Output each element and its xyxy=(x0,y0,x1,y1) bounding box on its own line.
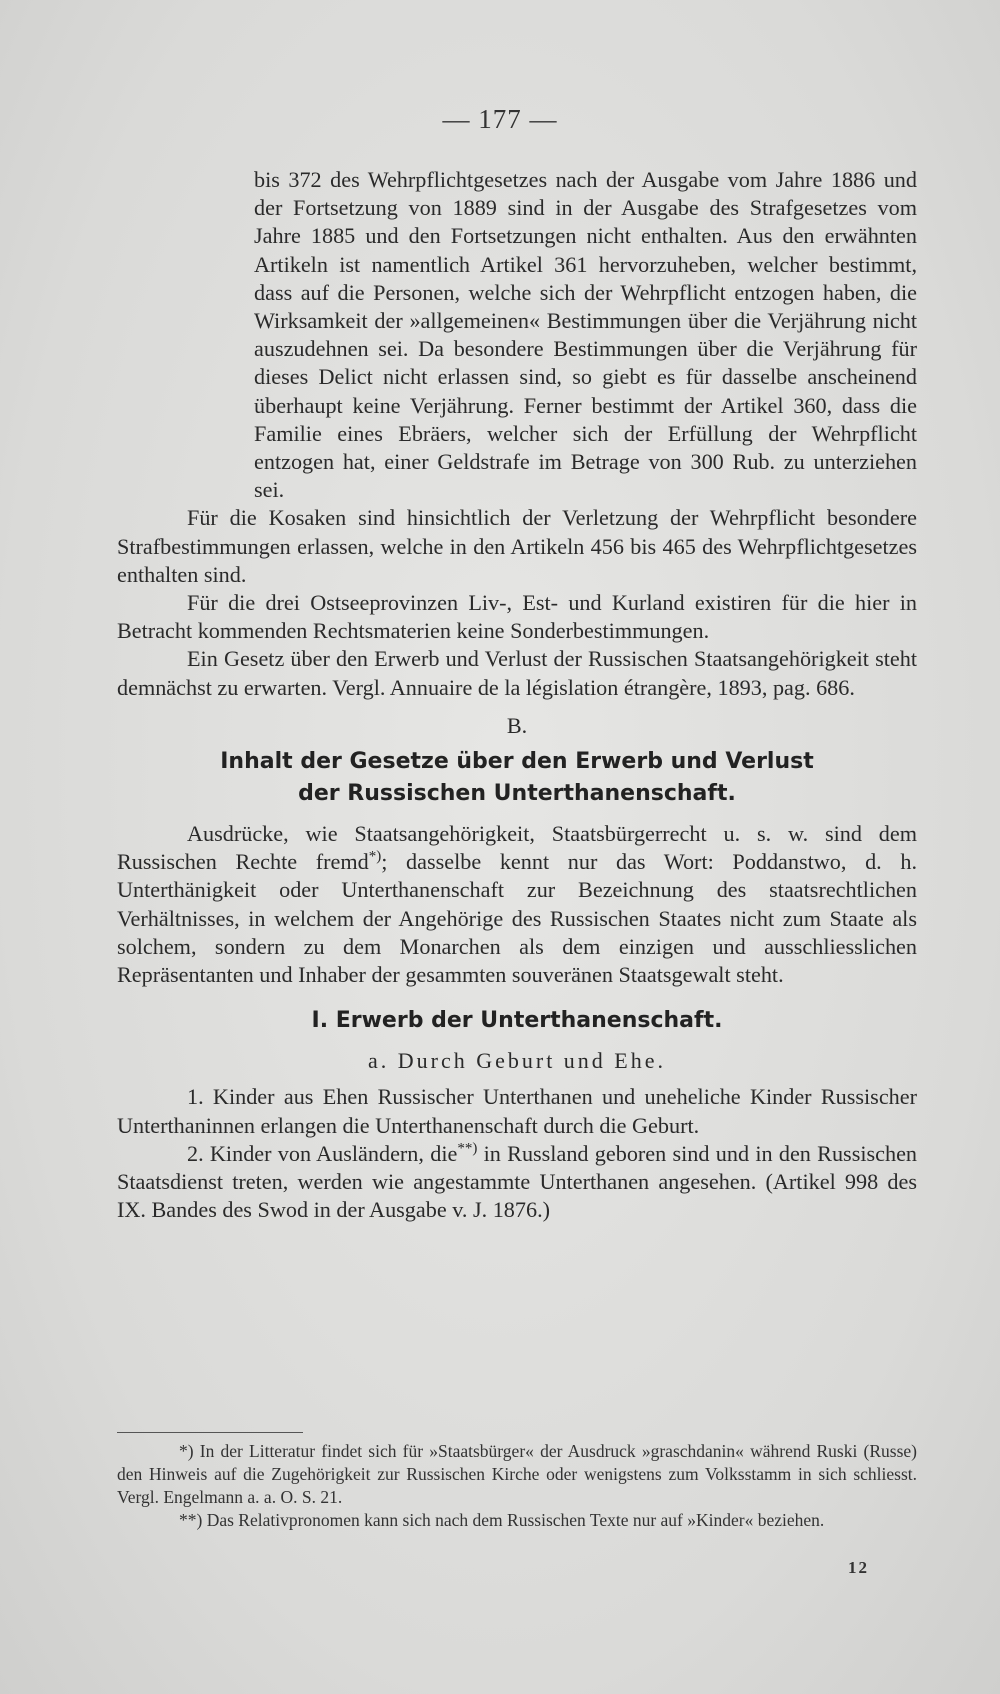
footnote-2: **) Das Relativpronomen kann sich nach dem Russischen Texte nur auf »Kinder« beziehen. xyxy=(179,1510,825,1530)
body-text xyxy=(117,166,917,1225)
section-i-heading: I. Erwerb der Unterthanenschaft. xyxy=(311,1008,723,1034)
continuation-block xyxy=(117,166,917,504)
footnote-marker-2: **) xyxy=(457,1140,478,1157)
signature-mark: 12 xyxy=(848,1558,869,1577)
paragraph-ostseeprovinzen: Für die drei Ostseeprovinzen Liv-, Est- und Kurland existiren für die hier in Betracht kommenden Rechtsmaterien keine Sonderbestimmungen. xyxy=(117,590,917,644)
paragraph-ausdruecke xyxy=(117,820,917,989)
section-i-subheading: a. Durch Geburt und Ehe. xyxy=(367,1048,667,1074)
list-item-2-part1: 2. Kinder von Ausländern, die xyxy=(187,1140,458,1166)
footnote-1: *) In der Litteratur findet sich für »Staatsbürger« der Ausdruck »graschdanin« während Ruski (Russe) den Hinweis auf die Zugehörigkeit zur Russischen Kirche oder wenigstens zum Volksstamm in sich schliesst. Vergl. Engelmann a. a. O. S. 21. xyxy=(117,1441,917,1507)
list-item-1: 1. Kinder aus Ehen Russischer Unterthanen und uneheliche Kinder Russischer Unterthaninnen erlangen die Unterthanenschaft durch die Geburt. xyxy=(117,1084,917,1138)
paragraph-kosaken: Für die Kosaken sind hinsichtlich der Verletzung der Wehrpflicht besondere Strafbestimmungen erlassen, welche in den Artikeln 456 bis 465 des Wehrpflichtgesetzes enthalten sind. xyxy=(117,505,917,587)
footnote-divider xyxy=(117,1432,303,1433)
page-number: — 177 — xyxy=(442,104,558,134)
list-item-2 xyxy=(117,1140,917,1225)
paragraph-gesetz: Ein Gesetz über den Erwerb und Verlust der Russischen Staatsangehörigkeit steht demnächst zu erwarten. Vergl. Annuaire de la législation étrangère, 1893, pag. 686. xyxy=(117,646,917,700)
paragraph-ausdruecke-part1: Ausdrücke, wie Staatsangehörigkeit, Staatsbürgerrecht u. s. w. sind dem Russischen Rechte fremd xyxy=(117,821,917,875)
section-b-heading xyxy=(117,746,917,810)
section-letter-b: B. xyxy=(506,712,528,738)
footnotes xyxy=(117,1440,917,1532)
list-item-2-part2: in Russland geboren sind und in den Russischen Staatsdienst treten, werden wie angestammte Unterthanen angesehen. (Artikel 998 des IX. Bandes des Swod in der Ausgabe v. J. 1876.) xyxy=(117,1140,918,1223)
paragraph-ausdruecke-part2: ; dasselbe kennt nur das Wort: Poddanstwo, d. h. Unterthänigkeit oder Unterthanenschaft zur Bezeichnung des staatsrechtlichen Verhältnisses, in welchem der Angehörige des Russischen Staates nicht zum Staate als solchem, sondern zu dem Monarchen als dem einzigen und ausschliesslichen Repräsentanten und Inhaber der gesammten souveränen Staatsgewalt steht. xyxy=(117,849,918,988)
continuation-paragraph: bis 372 des Wehrpflichtgesetzes nach der Ausgabe vom Jahre 1886 und der Fortsetzung von 1889 sind in der Ausgabe des Strafgesetzes vom Jahre 1885 und den Fortsetzungen nicht enthalten. Aus den erwähnten Artikeln ist namentlich Artikel 361 hervorzuheben, welcher bestimmt, dass auf die Personen, welche sich der Wehrpflicht entzogen haben, die Wirksamkeit der »allgemeinen« Bestimmungen über die Verjährung nicht auszudehnen sei. Da besondere Bestimmungen über die Verjährung für dieses Delict nicht erlassen sind, so giebt es für dasselbe anscheinend überhaupt keine Verjährung. Ferner bestimmt der Artikel 360, dass die Familie eines Ebräers, welcher sich der Erfüllung der Wehrpflicht entzogen hat, einer Geldstrafe im Betrage von 300 Rub. zu unterziehen sei. xyxy=(254,167,917,503)
section-b-heading-line2: der Russischen Unterthanenschaft. xyxy=(298,781,736,807)
footnote-marker-1: *) xyxy=(368,848,382,865)
section-b-heading-line1: Inhalt der Gesetze über den Erwerb und Verlust xyxy=(220,749,814,775)
